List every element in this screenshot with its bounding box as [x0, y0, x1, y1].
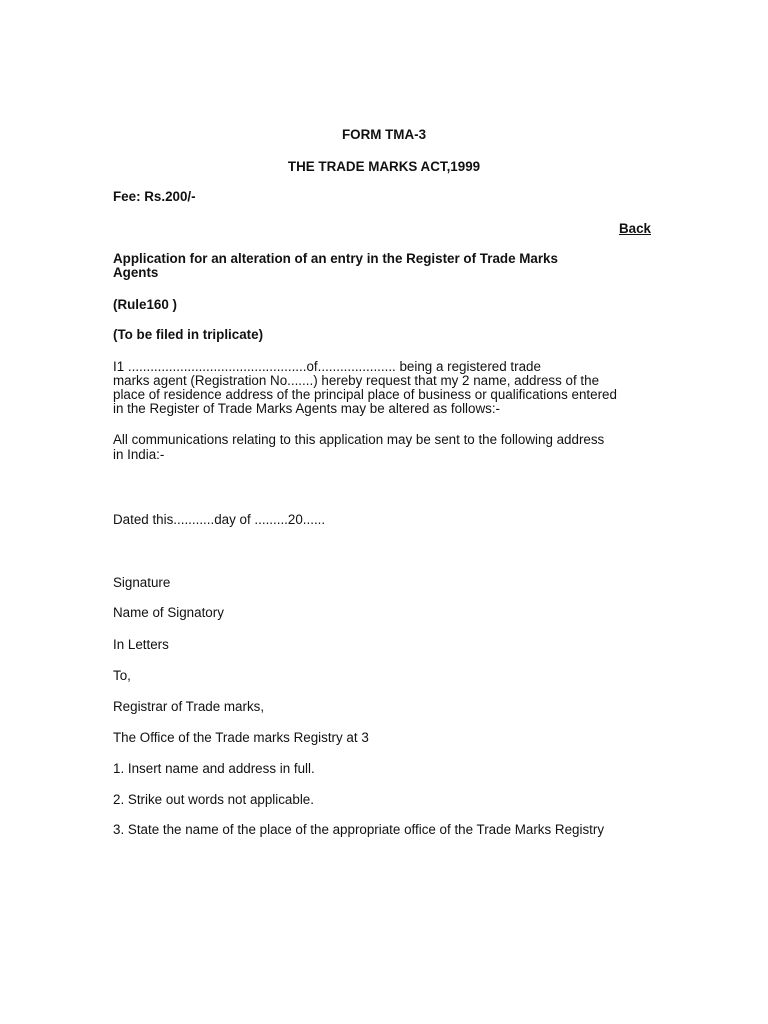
request-line-3: place of residence address of the principal place of business or qualifications entered: [113, 387, 617, 402]
communications-line-2: in India:-: [113, 447, 165, 462]
in-letters-label: In Letters: [113, 637, 169, 652]
rule-reference: (Rule160 ): [113, 297, 177, 312]
dated-line: Dated this...........day of .........20......: [113, 512, 326, 527]
communications-line-1: All communications relating to this application may be sent to the following address: [113, 432, 605, 447]
footnote-2: 2. Strike out words not applicable.: [113, 792, 314, 807]
back-link[interactable]: Back: [618, 221, 651, 236]
signatory-name-label: Name of Signatory: [113, 605, 224, 620]
to-line: To,: [113, 668, 131, 683]
request-line-1: I1 ................................................of..................... being a registered trade: [113, 359, 541, 374]
act-title: THE TRADE MARKS ACT,1999: [287, 159, 481, 174]
footnote-3: 3. State the name of the place of the appropriate office of the Trade Marks Registry: [113, 822, 605, 837]
registrar-line: Registrar of Trade marks,: [113, 699, 265, 714]
footnote-1: 1. Insert name and address in full.: [113, 761, 315, 776]
signature-label: Signature: [113, 575, 171, 590]
filing-note: (To be filed in triplicate): [113, 327, 264, 342]
office-line: The Office of the Trade marks Registry at 3: [113, 730, 369, 745]
request-line-4: in the Register of Trade Marks Agents may be altered as follows:-: [113, 401, 501, 416]
form-title: FORM TMA-3: [341, 127, 427, 142]
fee-line: Fee: Rs.200/-: [113, 189, 196, 204]
application-heading-line-1: Application for an alteration of an entry in the Register of Trade Marks: [113, 251, 558, 266]
application-heading-line-2: Agents: [113, 265, 159, 280]
request-line-2: marks agent (Registration No.......) hereby request that my 2 name, address of the: [113, 373, 600, 388]
